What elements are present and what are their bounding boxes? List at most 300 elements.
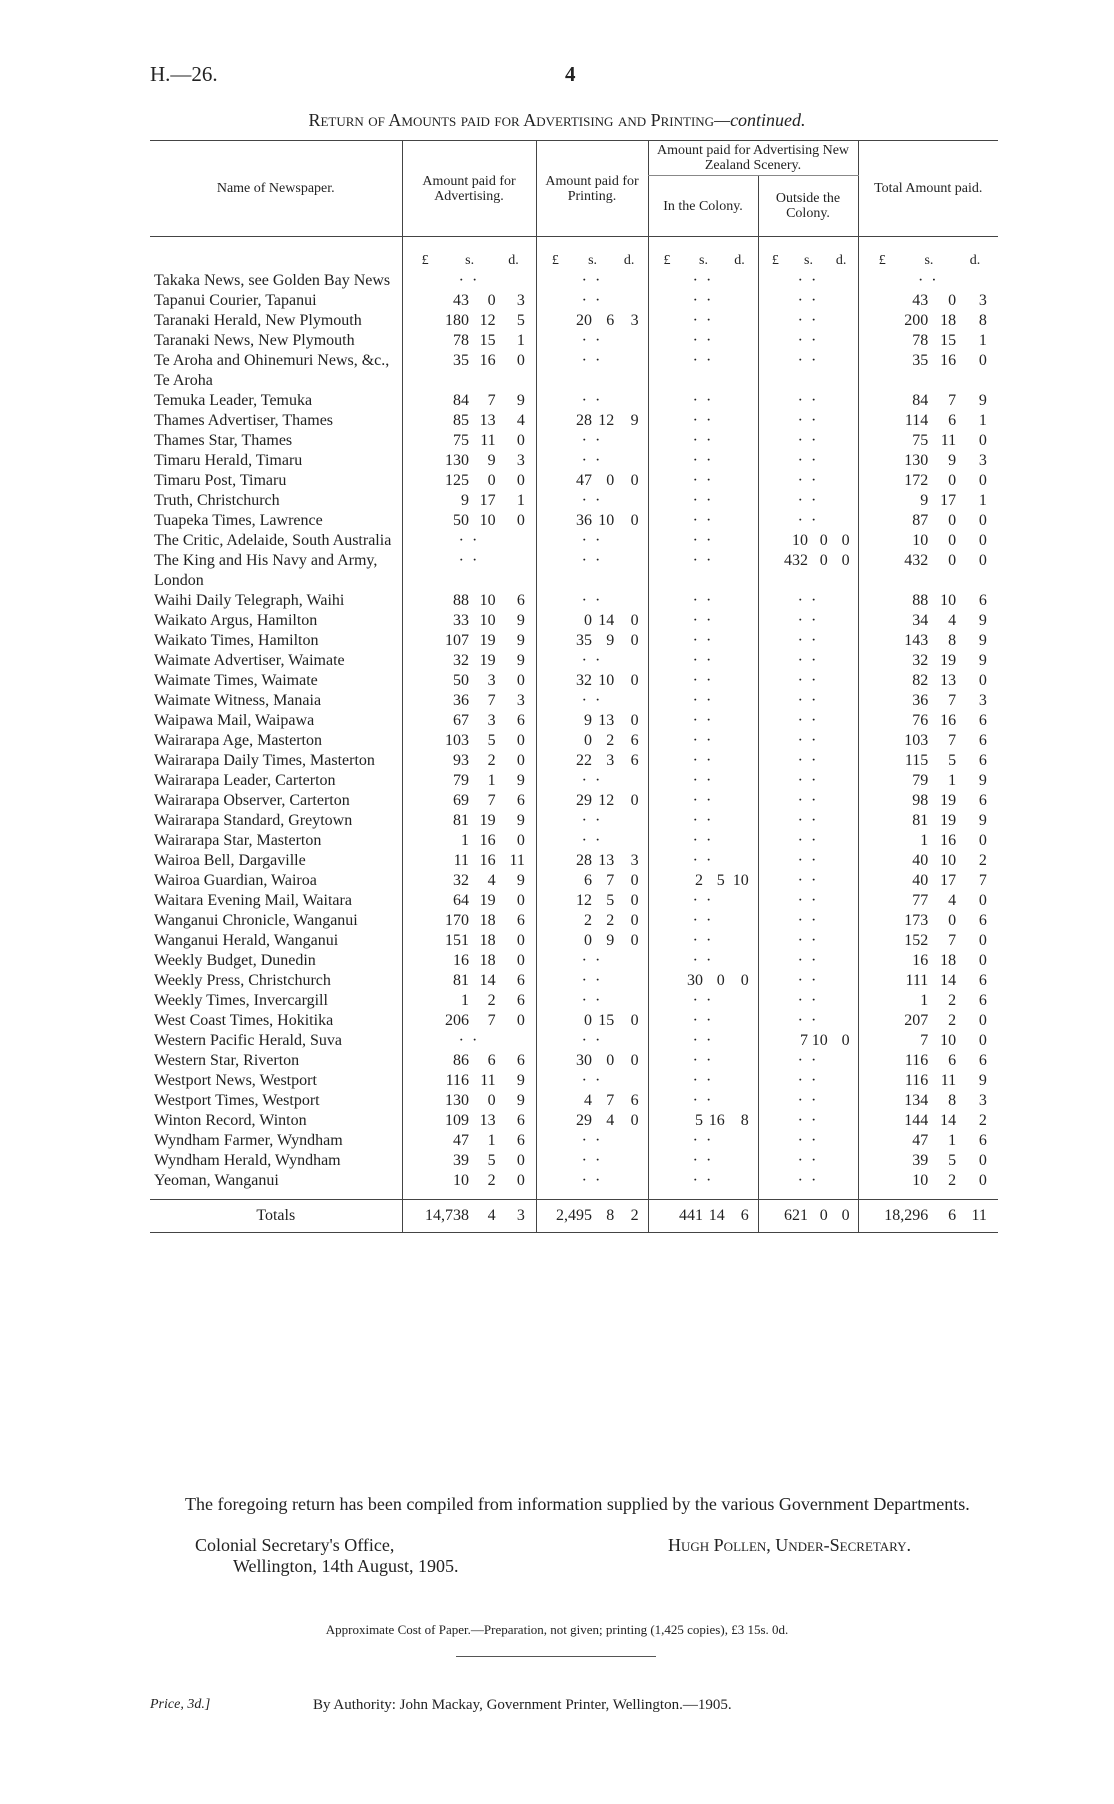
amount-part: 6 bbox=[516, 912, 525, 929]
empty-marker: · · bbox=[581, 1072, 603, 1089]
amount-part: 0 bbox=[516, 1172, 525, 1189]
amount-part: 6 bbox=[978, 1132, 987, 1149]
amount-part: 1 bbox=[948, 772, 957, 789]
newspaper-name: Temuka Leader, Temuka bbox=[154, 392, 313, 409]
amount-part: 15 bbox=[598, 1012, 615, 1029]
unit: £ bbox=[878, 253, 886, 268]
amount-part: 0 bbox=[948, 292, 957, 309]
amount-prt bbox=[537, 1091, 648, 1111]
empty-marker: · · bbox=[692, 772, 714, 789]
units-row bbox=[150, 237, 998, 272]
empty-marker: · · bbox=[581, 352, 603, 369]
amount-part: 10 bbox=[453, 1172, 469, 1189]
newspaper-name: Wyndham Farmer, Wyndham bbox=[154, 1132, 343, 1149]
newspaper-name: Takaka News, see Golden Bay News bbox=[154, 272, 391, 289]
empty-marker: · · bbox=[797, 752, 819, 769]
amount-prt bbox=[537, 911, 648, 931]
amount-part: 172 bbox=[904, 472, 929, 489]
amount-part: 17 bbox=[940, 872, 957, 889]
table-row bbox=[150, 931, 998, 951]
document-reference: H.—26. bbox=[150, 62, 218, 86]
amount-adv bbox=[403, 671, 536, 691]
amount-adv bbox=[403, 311, 536, 331]
amount-part: 0 bbox=[740, 972, 749, 989]
amount-part: 432 bbox=[904, 552, 929, 569]
empty-marker: · · bbox=[692, 1032, 714, 1049]
amount-part: 144 bbox=[904, 1112, 929, 1129]
amount-part: 29 bbox=[576, 1112, 592, 1129]
amount-part: 170 bbox=[445, 912, 469, 929]
amount-part: 0 bbox=[716, 972, 725, 989]
amount-part: 0 bbox=[841, 532, 850, 549]
empty-marker: · · bbox=[458, 1032, 480, 1049]
amount-part: 3 bbox=[516, 452, 525, 469]
amount-part: 8 bbox=[740, 1112, 749, 1129]
amount-part: 116 bbox=[904, 1052, 929, 1069]
unit: s. bbox=[924, 253, 934, 268]
amount-part: 9 bbox=[516, 1092, 525, 1109]
amount-part: 7 bbox=[948, 932, 957, 949]
amount-part: 6 bbox=[630, 752, 639, 769]
amount-part: 7 bbox=[948, 732, 957, 749]
amount-tot bbox=[859, 351, 999, 371]
table-row bbox=[150, 1171, 998, 1191]
amount-part: 2 bbox=[978, 1112, 987, 1129]
amount-tot bbox=[859, 951, 999, 971]
amount-tot bbox=[859, 991, 999, 1011]
empty-marker: · · bbox=[692, 712, 714, 729]
amount-tot bbox=[859, 471, 999, 491]
amount-adv bbox=[403, 1051, 536, 1071]
amount-part: 1 bbox=[516, 492, 525, 509]
amount-part: 4 bbox=[606, 1112, 615, 1129]
amount-part: 3 bbox=[487, 712, 496, 729]
amount-part: 14 bbox=[479, 972, 496, 989]
amount-adv bbox=[403, 711, 536, 731]
amount-part: 2 bbox=[487, 752, 496, 769]
newspaper-name: The Critic, Adelaide, South Australia bbox=[154, 532, 392, 549]
empty-marker: · · bbox=[692, 672, 714, 689]
amount-part: 35 bbox=[453, 352, 469, 369]
amount-part: 4 bbox=[584, 1092, 592, 1109]
amount-part: 36 bbox=[576, 512, 592, 529]
amount-adv bbox=[403, 751, 536, 771]
amount-part: 0 bbox=[630, 932, 639, 949]
amount-adv bbox=[403, 611, 536, 631]
amount-part: 0 bbox=[584, 732, 592, 749]
amount-part: 7 bbox=[948, 692, 957, 709]
amount-part: 9 bbox=[978, 392, 987, 409]
amount-prt bbox=[537, 611, 648, 631]
amount-part: 6 bbox=[978, 712, 987, 729]
amount-part: 10 bbox=[940, 1032, 957, 1049]
amount-part: 6 bbox=[516, 972, 525, 989]
amount-part: 11 bbox=[509, 852, 525, 869]
table-row bbox=[150, 711, 998, 731]
page-title bbox=[0, 110, 1114, 131]
amount-tot bbox=[859, 491, 999, 511]
amount-adv bbox=[403, 1011, 536, 1031]
empty-marker: · · bbox=[692, 932, 714, 949]
empty-marker: · · bbox=[581, 292, 603, 309]
amount-tot bbox=[859, 1051, 999, 1071]
amount-part: 6 bbox=[978, 912, 987, 929]
amount-part: 15 bbox=[940, 332, 957, 349]
amount-tot bbox=[859, 911, 999, 931]
empty-marker: · · bbox=[581, 1132, 603, 1149]
amount-part: 0 bbox=[487, 292, 496, 309]
amount-part: 88 bbox=[453, 592, 469, 609]
amount-part: 6 bbox=[978, 1052, 987, 1069]
empty-marker: · · bbox=[797, 832, 819, 849]
amount-tot bbox=[859, 451, 999, 471]
empty-marker: · · bbox=[581, 1152, 603, 1169]
total-out bbox=[759, 1206, 858, 1226]
empty-marker: · · bbox=[797, 512, 819, 529]
newspaper-name: Weekly Press, Christchurch bbox=[154, 972, 331, 989]
amount-part: 43 bbox=[912, 292, 929, 309]
amount-tot bbox=[859, 831, 999, 851]
amount-part: 0 bbox=[630, 472, 639, 489]
amount-part: 0 bbox=[487, 1092, 496, 1109]
amount-part: 2 bbox=[948, 1172, 957, 1189]
amount-part: 115 bbox=[904, 752, 929, 769]
amount-part: 2 bbox=[606, 912, 615, 929]
amount-part: 3 bbox=[516, 1207, 525, 1224]
amount-part: 16 bbox=[453, 952, 469, 969]
table-row bbox=[150, 1011, 998, 1031]
amount-tot bbox=[859, 431, 999, 451]
newspaper-name: Weekly Budget, Dunedin bbox=[154, 952, 316, 969]
table-row bbox=[150, 791, 998, 811]
empty-marker: · · bbox=[581, 452, 603, 469]
table-row bbox=[150, 751, 998, 771]
amount-part: 6 bbox=[630, 732, 639, 749]
table-row bbox=[150, 431, 998, 451]
table-row bbox=[150, 871, 998, 891]
amount-prt bbox=[537, 1011, 648, 1031]
table-row bbox=[150, 771, 998, 791]
empty-marker: · · bbox=[692, 432, 714, 449]
amount-part: 134 bbox=[904, 1092, 929, 1109]
title-main: Return of Amounts paid for Advertising and Printing bbox=[308, 110, 715, 130]
amount-part: 0 bbox=[978, 952, 987, 969]
amount-part: 173 bbox=[904, 912, 929, 929]
amount-part: 3 bbox=[630, 852, 639, 869]
unit: s. bbox=[804, 253, 813, 268]
empty-marker: · · bbox=[581, 972, 603, 989]
amount-part: 6 bbox=[978, 972, 987, 989]
amount-adv bbox=[403, 811, 536, 831]
newspaper-name: Wairarapa Age, Masterton bbox=[154, 732, 322, 749]
amount-part: 0 bbox=[819, 1207, 828, 1224]
amount-part: 39 bbox=[912, 1152, 929, 1169]
amount-part: 22 bbox=[576, 752, 592, 769]
empty-marker: · · bbox=[581, 692, 603, 709]
amount-part: 432 bbox=[784, 552, 808, 569]
table-row bbox=[150, 1111, 998, 1131]
table-body bbox=[150, 237, 998, 1233]
empty-marker: · · bbox=[581, 592, 603, 609]
amount-tot bbox=[859, 891, 999, 911]
amount-part: 9 bbox=[516, 772, 525, 789]
empty-marker: · · bbox=[692, 612, 714, 629]
newspaper-name: Wanganui Chronicle, Wanganui bbox=[154, 912, 358, 929]
empty-marker: · · bbox=[797, 332, 819, 349]
amount-part: 16 bbox=[940, 832, 957, 849]
title-suffix: —continued. bbox=[714, 110, 806, 130]
header-scenery: Amount paid for Advertising New Zealand Scenery. bbox=[648, 141, 858, 176]
amount-adv bbox=[403, 731, 536, 751]
amount-part: 9 bbox=[487, 452, 496, 469]
amount-part: 32 bbox=[453, 872, 469, 889]
amount-part: 0 bbox=[516, 432, 525, 449]
units-label bbox=[649, 251, 758, 271]
newspaper-name: Waikato Argus, Hamilton bbox=[154, 612, 318, 629]
newspaper-name: Wairoa Guardian, Wairoa bbox=[154, 872, 317, 889]
amount-adv bbox=[403, 1111, 536, 1131]
amount-part: 8 bbox=[978, 312, 987, 329]
amount-part: 0 bbox=[516, 1152, 525, 1169]
amount-part: 5 bbox=[695, 1112, 703, 1129]
empty-marker: · · bbox=[692, 452, 714, 469]
empty-marker: · · bbox=[797, 352, 819, 369]
empty-marker: · · bbox=[692, 1172, 714, 1189]
amount-part: 9 bbox=[978, 632, 987, 649]
table-row bbox=[150, 411, 998, 431]
amount-part: 10 bbox=[811, 1032, 828, 1049]
amount-part: 34 bbox=[912, 612, 929, 629]
amount-part: 67 bbox=[453, 712, 469, 729]
amount-part: 14,738 bbox=[425, 1207, 469, 1224]
empty-marker: · · bbox=[797, 932, 819, 949]
empty-marker: · · bbox=[692, 312, 714, 329]
amount-part: 9 bbox=[516, 392, 525, 409]
table-row bbox=[150, 911, 998, 931]
amount-part: 28 bbox=[576, 412, 592, 429]
amount-part: 1 bbox=[920, 992, 929, 1009]
table-row bbox=[150, 491, 998, 511]
newspaper-name: Thames Advertiser, Thames bbox=[154, 412, 334, 429]
newspaper-name: Waipawa Mail, Waipawa bbox=[154, 712, 315, 729]
empty-marker: · · bbox=[797, 452, 819, 469]
amount-prt bbox=[537, 671, 648, 691]
amount-adv bbox=[403, 351, 536, 371]
amount-part: 5 bbox=[948, 752, 957, 769]
newspaper-name: Wairoa Bell, Dargaville bbox=[154, 852, 306, 869]
amount-part: 12 bbox=[576, 892, 592, 909]
amount-out bbox=[759, 551, 858, 571]
amount-adv bbox=[403, 951, 536, 971]
table-row bbox=[150, 591, 998, 611]
amount-part: 9 bbox=[606, 932, 615, 949]
table-row bbox=[150, 611, 998, 631]
empty-marker: · · bbox=[692, 1012, 714, 1029]
footer-note: The foregoing return has been compiled from information supplied by the various Government Departments. bbox=[185, 1494, 970, 1514]
empty-marker: · · bbox=[692, 732, 714, 749]
amount-part: 14 bbox=[940, 972, 957, 989]
empty-marker: · · bbox=[692, 592, 714, 609]
newspaper-name: Waikato Times, Hamilton bbox=[154, 632, 319, 649]
date-line: Wellington, 14th August, 1905. bbox=[233, 1556, 459, 1576]
amount-part: 9 bbox=[461, 492, 469, 509]
amount-part: 98 bbox=[912, 792, 929, 809]
amount-part: 0 bbox=[516, 892, 525, 909]
table-row bbox=[150, 1051, 998, 1071]
amount-part: 3 bbox=[978, 1092, 987, 1109]
amount-tot bbox=[859, 671, 999, 691]
amount-part: 19 bbox=[940, 792, 957, 809]
amount-part: 9 bbox=[516, 872, 525, 889]
amount-part: 19 bbox=[940, 812, 957, 829]
empty-marker: · · bbox=[797, 1052, 819, 1069]
table-row bbox=[150, 851, 998, 871]
amount-part: 6 bbox=[630, 1092, 639, 1109]
table-row bbox=[150, 1071, 998, 1091]
empty-marker: · · bbox=[797, 652, 819, 669]
amount-part: 3 bbox=[978, 292, 987, 309]
amount-part: 2 bbox=[948, 992, 957, 1009]
empty-marker: · · bbox=[581, 952, 603, 969]
amount-part: 2,495 bbox=[556, 1207, 592, 1224]
empty-marker: · · bbox=[692, 1052, 714, 1069]
amount-part: 5 bbox=[716, 872, 725, 889]
amount-part: 2 bbox=[584, 912, 592, 929]
amount-part: 87 bbox=[912, 512, 929, 529]
empty-marker: · · bbox=[797, 1152, 819, 1169]
empty-marker: · · bbox=[692, 832, 714, 849]
amount-part: 206 bbox=[445, 1012, 469, 1029]
newspaper-name: Wanganui Herald, Wanganui bbox=[154, 932, 339, 949]
amount-part: 109 bbox=[445, 1112, 469, 1129]
empty-marker: · · bbox=[797, 632, 819, 649]
units-label bbox=[859, 251, 999, 271]
unit: d. bbox=[508, 253, 519, 268]
empty-marker: · · bbox=[797, 912, 819, 929]
amount-part: 7 bbox=[487, 792, 496, 809]
amount-adv bbox=[403, 651, 536, 671]
amount-part: 19 bbox=[940, 652, 957, 669]
empty-marker: · · bbox=[692, 272, 714, 289]
unit: £ bbox=[421, 253, 429, 268]
amount-adv bbox=[403, 911, 536, 931]
amount-tot bbox=[859, 851, 999, 871]
newspaper-name: West Coast Times, Hokitika bbox=[154, 1012, 334, 1029]
amount-part: 0 bbox=[630, 612, 639, 629]
table-row bbox=[150, 1091, 998, 1111]
amount-part: 10 bbox=[479, 612, 496, 629]
amount-part: 0 bbox=[516, 472, 525, 489]
amount-adv bbox=[403, 831, 536, 851]
amount-part: 0 bbox=[516, 672, 525, 689]
amount-tot bbox=[859, 391, 999, 411]
amount-part: 0 bbox=[948, 472, 957, 489]
amount-tot bbox=[859, 551, 999, 571]
amount-part: 107 bbox=[445, 632, 469, 649]
amount-tot bbox=[859, 311, 999, 331]
amount-part: 5 bbox=[487, 1152, 496, 1169]
newspaper-name: Tapanui Courier, Tapanui bbox=[154, 292, 317, 309]
amount-part: 7 bbox=[606, 872, 615, 889]
amount-adv bbox=[403, 1091, 536, 1111]
empty-marker: · · bbox=[797, 772, 819, 789]
amount-part: 7 bbox=[487, 692, 496, 709]
amount-part: 130 bbox=[445, 1092, 469, 1109]
table-row bbox=[150, 951, 998, 971]
amount-part: 0 bbox=[630, 712, 639, 729]
amount-part: 0 bbox=[978, 1012, 987, 1029]
amount-part: 76 bbox=[912, 712, 929, 729]
amount-part: 10 bbox=[479, 592, 496, 609]
empty-marker: · · bbox=[692, 412, 714, 429]
table-row bbox=[150, 1151, 998, 1171]
amount-part: 18 bbox=[940, 952, 957, 969]
amount-part: 0 bbox=[630, 1112, 639, 1129]
amount-part: 0 bbox=[606, 472, 615, 489]
amount-part: 10 bbox=[940, 852, 957, 869]
amount-part: 3 bbox=[516, 292, 525, 309]
amount-prt bbox=[537, 751, 648, 771]
amount-part: 43 bbox=[453, 292, 469, 309]
amount-tot bbox=[859, 291, 999, 311]
amount-part: 85 bbox=[453, 412, 469, 429]
totals-row bbox=[150, 1200, 998, 1233]
amount-part: 0 bbox=[584, 1012, 592, 1029]
amount-part: 111 bbox=[905, 972, 929, 989]
amount-part: 13 bbox=[479, 1112, 496, 1129]
amount-part: 3 bbox=[630, 312, 639, 329]
header-total: Total Amount paid. bbox=[858, 141, 998, 237]
amount-adv bbox=[403, 991, 536, 1011]
totals-label: Totals bbox=[150, 1200, 402, 1233]
amount-part: 0 bbox=[841, 1207, 850, 1224]
amount-tot bbox=[859, 1011, 999, 1031]
amount-adv bbox=[403, 391, 536, 411]
amount-part: 0 bbox=[630, 1052, 639, 1069]
empty-marker: · · bbox=[797, 1072, 819, 1089]
amount-part: 6 bbox=[948, 1207, 957, 1224]
empty-marker: · · bbox=[458, 552, 480, 569]
table-row bbox=[150, 991, 998, 1011]
amount-part: 50 bbox=[453, 512, 469, 529]
amount-part: 6 bbox=[978, 752, 987, 769]
amount-part: 6 bbox=[516, 1132, 525, 1149]
page-number: 4 bbox=[565, 62, 576, 86]
amount-adv bbox=[403, 291, 536, 311]
amount-part: 32 bbox=[453, 652, 469, 669]
amount-part: 114 bbox=[904, 412, 929, 429]
empty-marker: · · bbox=[692, 512, 714, 529]
amount-tot bbox=[859, 1131, 999, 1151]
empty-marker: · · bbox=[692, 812, 714, 829]
empty-marker: · · bbox=[797, 872, 819, 889]
amount-part: 13 bbox=[598, 852, 615, 869]
amount-part: 152 bbox=[904, 932, 929, 949]
amount-part: 30 bbox=[576, 1052, 592, 1069]
amount-part: 6 bbox=[606, 312, 615, 329]
amount-part: 2 bbox=[487, 992, 496, 1009]
amount-part: 1 bbox=[920, 832, 929, 849]
table-row bbox=[150, 331, 998, 351]
amount-part: 11 bbox=[453, 852, 469, 869]
amount-part: 64 bbox=[453, 892, 469, 909]
amount-part: 0 bbox=[978, 352, 987, 369]
amount-part: 6 bbox=[948, 412, 957, 429]
amount-part: 103 bbox=[445, 732, 469, 749]
amount-part: 0 bbox=[516, 732, 525, 749]
amount-part: 47 bbox=[912, 1132, 929, 1149]
amount-adv bbox=[403, 1071, 536, 1091]
